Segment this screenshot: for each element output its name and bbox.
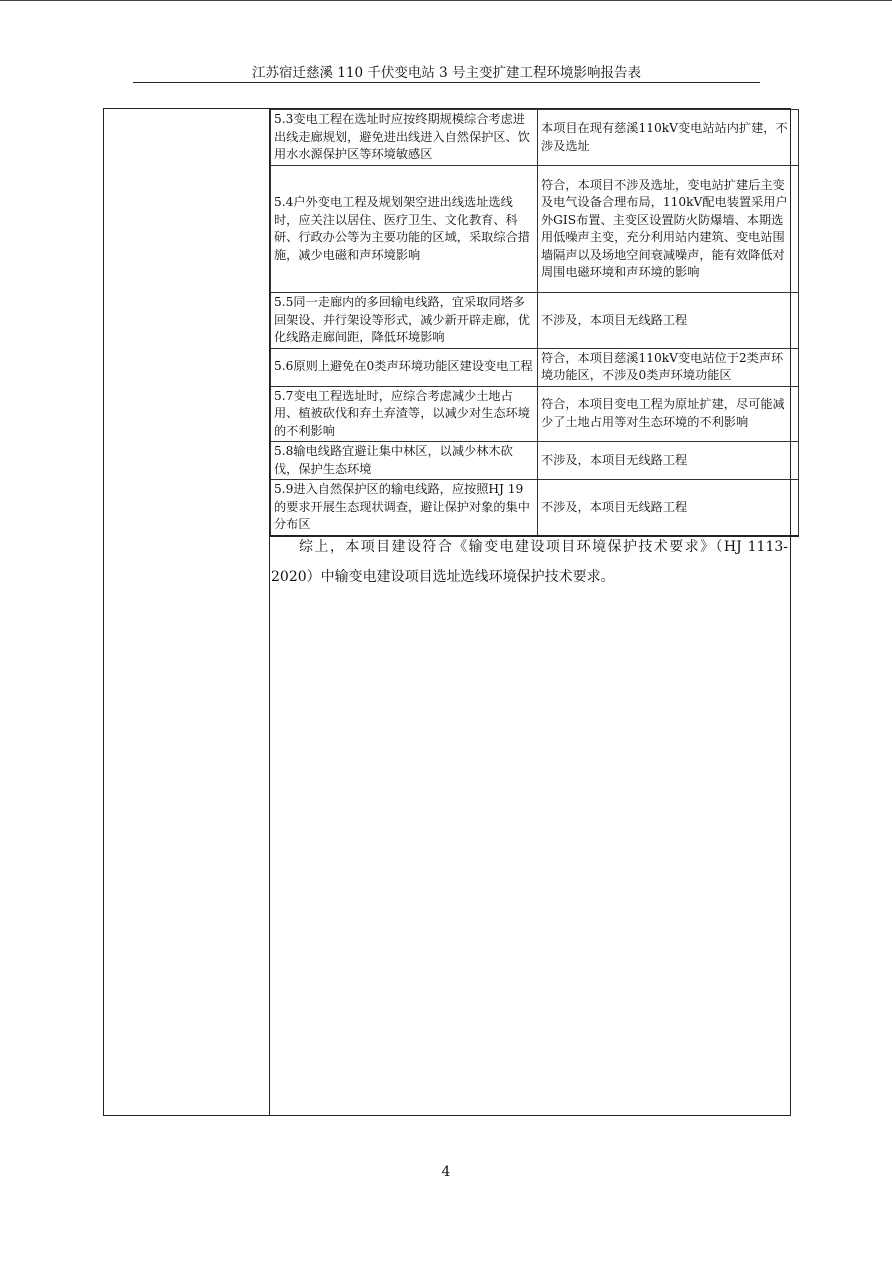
requirement-cell: 5.9进入自然保护区的输电线路，应按照HJ 19 的要求开展生态现状调查，避让保护对象的集中分布区: [271, 480, 538, 536]
table-row: [271, 110, 799, 166]
table-row: [271, 386, 799, 442]
page-number: 4: [441, 1164, 451, 1180]
result-cell: 不涉及，本项目无线路工程: [538, 442, 799, 480]
document-header-title: 江苏宿迁慈溪 110 千伏变电站 3 号主变扩建工程环境影响报告表: [251, 65, 642, 81]
table-row: [271, 166, 799, 293]
requirement-cell: 5.4户外变电工程及规划架空进出线选址选线时，应关注以居住、医疗卫生、文化教育、科研、行政办公等为主要功能的区域，采取综合措施，减少电磁和声环境影响: [271, 166, 538, 293]
header-rule: [133, 82, 760, 83]
result-cell: 符合，本项目变电工程为原址扩建，尽可能减少了土地占用等对生态环境的不利影响: [538, 386, 799, 442]
result-cell: 符合，本项目慈溪110kV变电站位于2类声环境功能区，不涉及0类声环境功能区: [538, 348, 799, 386]
result-cell: 不涉及，本项目无线路工程: [538, 480, 799, 536]
requirement-cell: 5.7变电工程选址时，应综合考虑减少土地占用、植被砍伐和弃土弃渣等，以减少对生态环境的不利影响: [271, 386, 538, 442]
requirement-cell: 5.5同一走廊内的多回输电线路，宜采取同塔多回架设、并行架设等形式，减少新开辟走廊，优化线路走廊间距，降低环境影响: [271, 293, 538, 349]
result-cell: 本项目在现有慈溪110kV变电站站内扩建，不涉及选址: [538, 110, 799, 166]
table-row: [271, 348, 799, 386]
table-row: [271, 480, 799, 536]
requirements-table: [270, 109, 799, 537]
result-cell: 符合，本项目不涉及选址，变电站扩建后主变及电气设备合理布局，110kV配电装置采用户外GIS布置、主变区设置防火防爆墙、本期选用低噪声主变，充分利用站内建筑、变电站围墙隔声以及场地空间衰减噪声，能有效降低对周围电磁环境和声环境的影响: [538, 166, 799, 293]
result-cell: 不涉及，本项目无线路工程: [538, 293, 799, 349]
requirement-cell: 5.6原则上避免在0类声环境功能区建设变电工程: [271, 348, 538, 386]
requirement-cell: 5.8输电线路宜避让集中林区，以减少林木砍伐，保护生态环境: [271, 442, 538, 480]
table-row: [271, 293, 799, 349]
conclusion-paragraph: 综上，本项目建设符合《输变电建设项目环境保护技术要求》（HJ 1113-2020）中输变电建设项目选址选线环境保护技术要求。: [271, 539, 788, 585]
top-border-line: [0, 0, 892, 1]
table-row: [271, 442, 799, 480]
requirement-cell: 5.3变电工程在选址时应按终期规模综合考虑进出线走廊规划，避免进出线进入自然保护区、饮用水水源保护区等环境敏感区: [271, 110, 538, 166]
